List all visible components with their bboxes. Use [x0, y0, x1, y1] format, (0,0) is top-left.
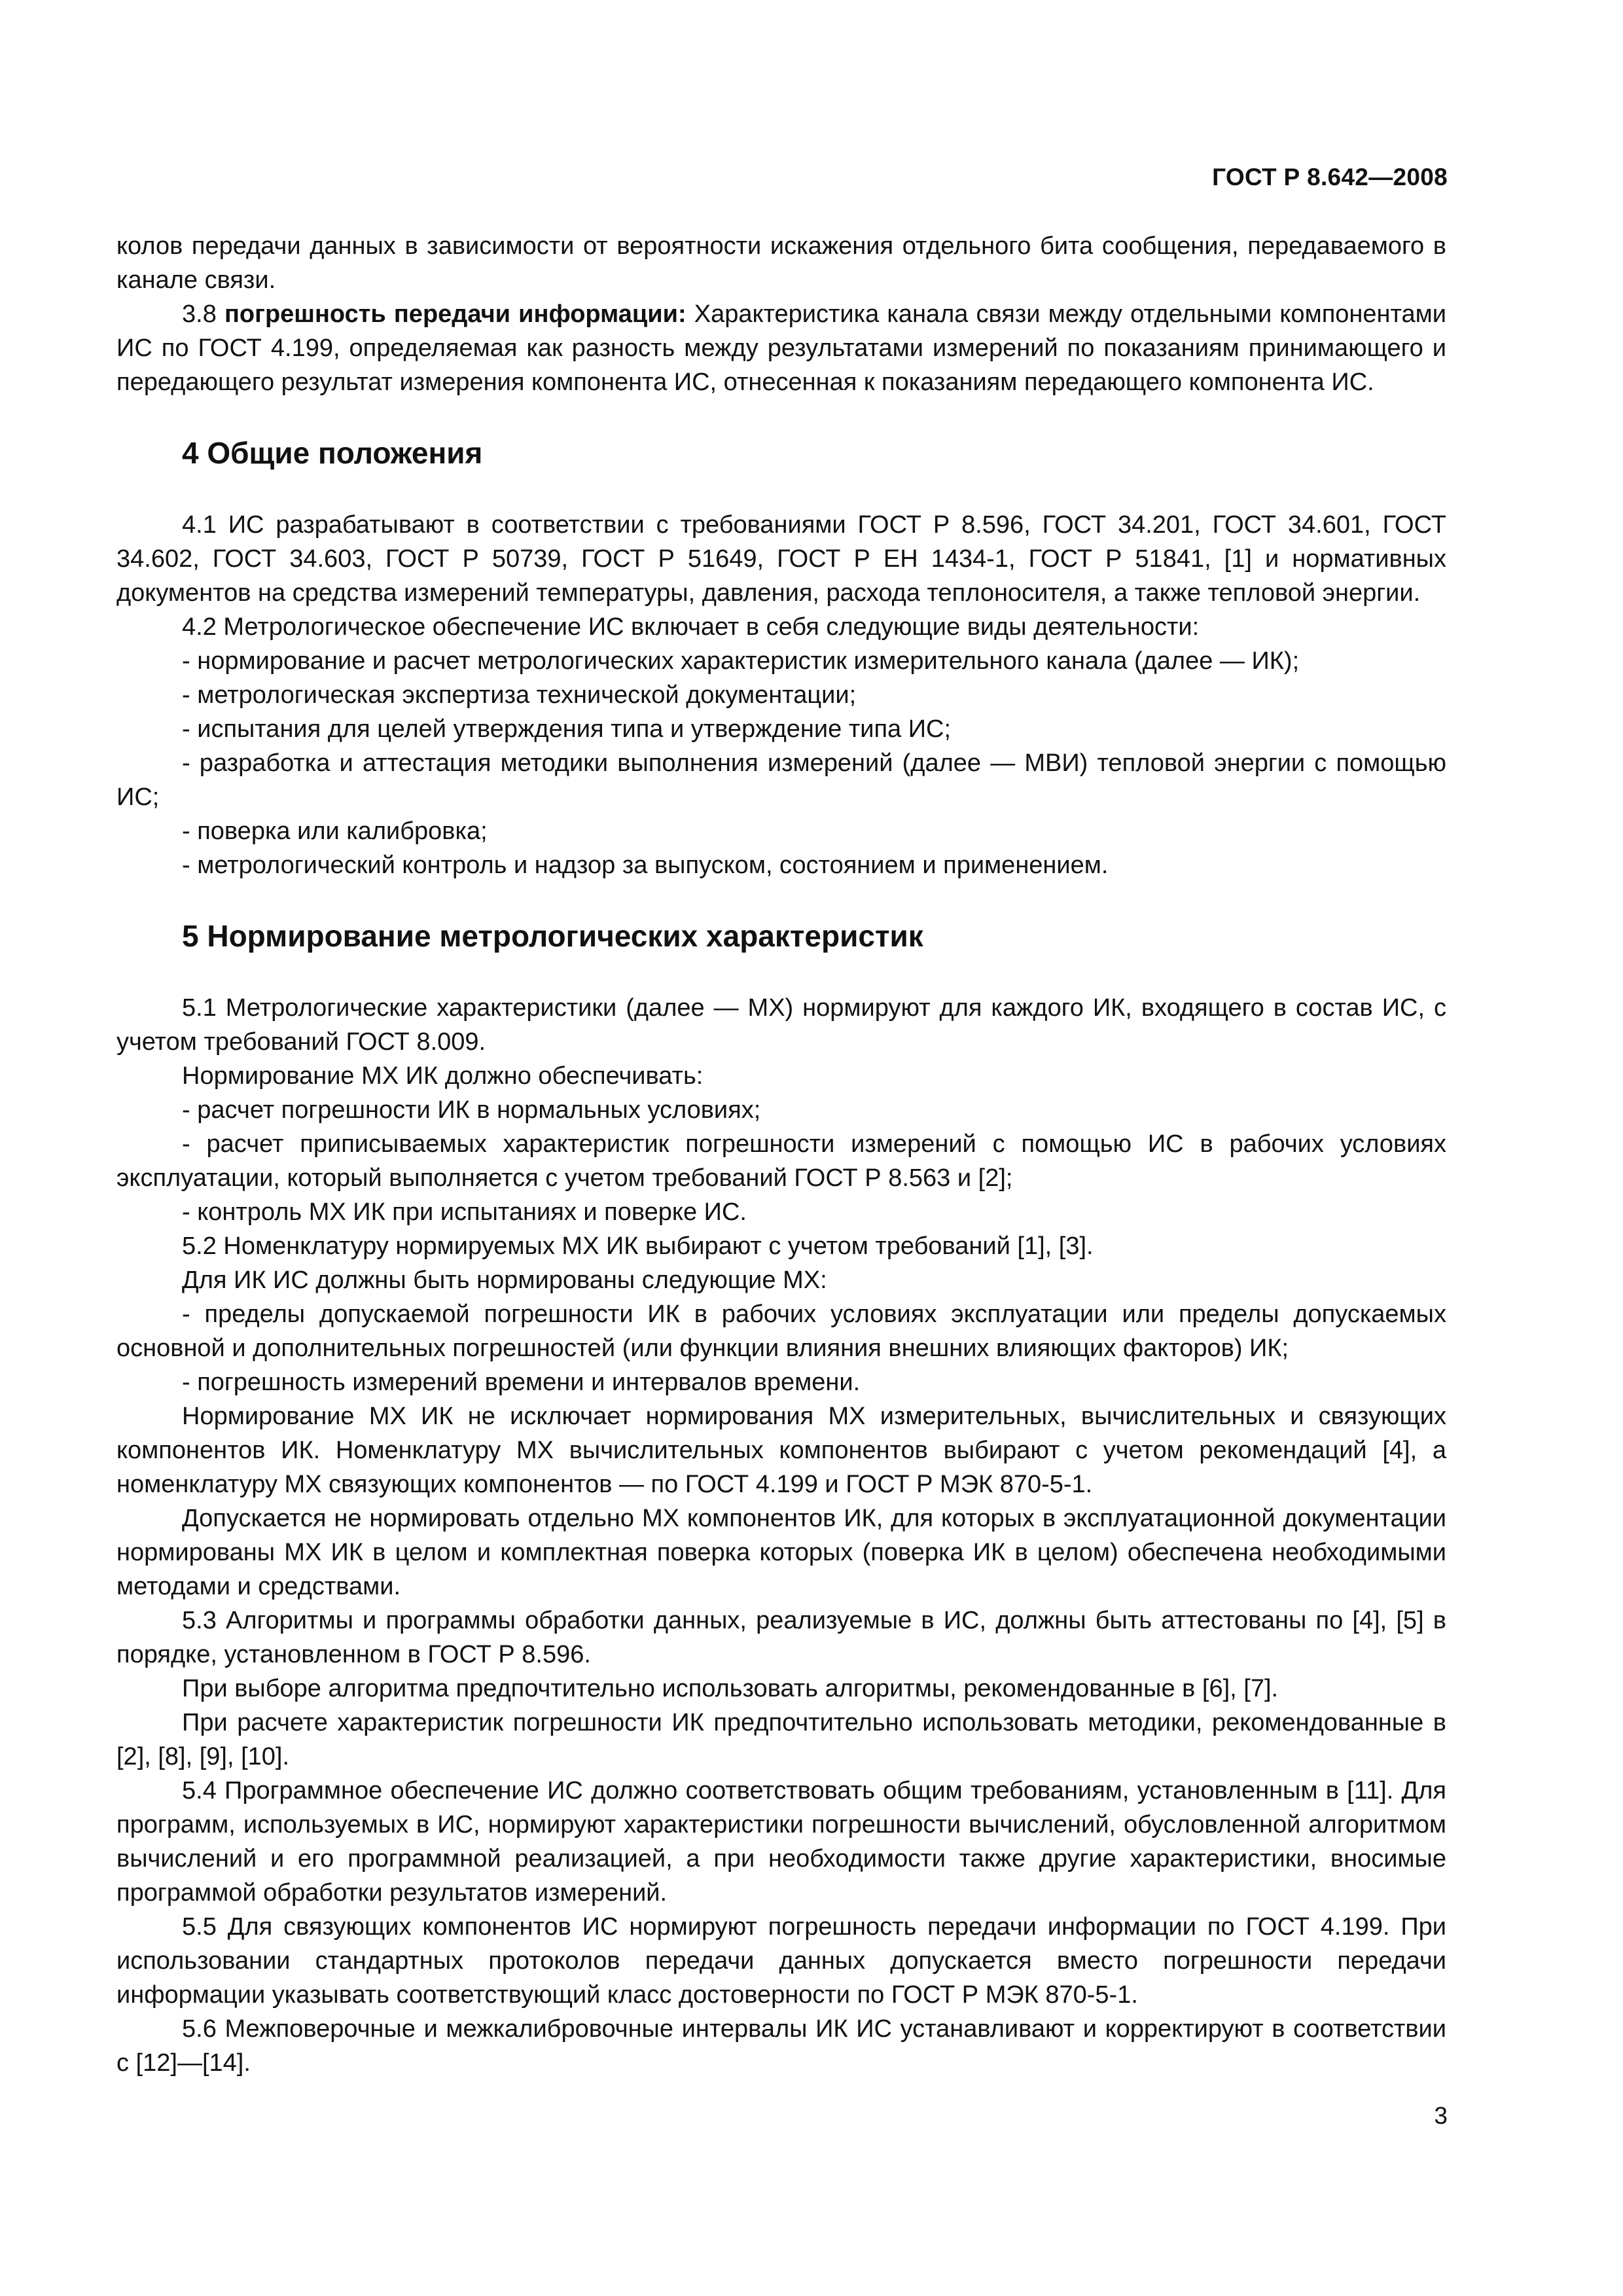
list-item: - расчет погрешности ИК в нормальных условиях;: [182, 1096, 761, 1124]
list-item: - метрологическая экспертиза технической документации;: [182, 681, 857, 709]
paragraph: Допускается не нормировать отдельно МХ компонентов ИК, для которых в эксплуатационной документации нормированы МХ ИК в целом и комплектная поверка которых (поверка ИК в целом) обеспечена необходимыми методами и средствами.: [116, 1505, 1446, 1600]
standard-code: ГОСТ Р 8.642—2008: [1212, 164, 1448, 190]
paragraph-5-1: 5.1 Метрологические характеристики (далее — МХ) нормируют для каждого ИК, входящего в состав ИС, с учетом требований ГОСТ 8.009.: [116, 994, 1446, 1056]
paragraph-continuation: колов передачи данных в зависимости от вероятности искажения отдельного бита сообщения, передаваемого в канале связи.: [116, 232, 1446, 294]
paragraph: Для ИК ИС должны быть нормированы следующие МХ:: [182, 1266, 827, 1294]
list-item: - пределы допускаемой погрешности ИК в рабочих условиях эксплуатации или пределы допускаемых основной и дополнительных погрешностей (или функции влияния внешних влияющих факторов) ИК;: [116, 1300, 1446, 1362]
paragraph-5-2: 5.2 Номенклатуру нормируемых МХ ИК выбирают с учетом требований [1], [3].: [182, 1232, 1094, 1260]
definition-3-8: [116, 297, 1446, 399]
paragraph-4-1: 4.1 ИС разрабатывают в соответствии с требованиями ГОСТ Р 8.596, ГОСТ 34.201, ГОСТ 34.601, ГОСТ 34.602, ГОСТ 34.603, ГОСТ Р 50739, ГОСТ Р 51649, ГОСТ Р ЕН 1434-1, ГОСТ Р 51841, [1] и нормативных документов на средства измерений температуры, давления, расхода теплоносителя, а также тепловой энергии.: [116, 511, 1446, 607]
paragraph-5-4: 5.4 Программное обеспечение ИС должно соответствовать общим требованиям, установленным в [11]. Для программ, используемых в ИС, нормируют характеристики погрешности вычислений, обусловленной алгоритмом вычислений и его программной реализацией, а при необходимости также другие характеристики, вносимые программой обработки результатов измерений.: [116, 1777, 1446, 1907]
section-heading-4: 4 Общие положения: [182, 436, 483, 470]
paragraph-5-3: 5.3 Алгоритмы и программы обработки данных, реализуемые в ИС, должны быть аттестованы по [4], [5] в порядке, установленном в ГОСТ Р 8.596.: [116, 1607, 1446, 1668]
item-number: 3.8: [182, 300, 217, 328]
list-item: - разработка и аттестация методики выполнения измерений (далее — МВИ) тепловой энергии с помощью ИС;: [116, 749, 1446, 811]
paragraph-5-5: 5.5 Для связующих компонентов ИС нормируют погрешность передачи информации по ГОСТ 4.199. При использовании стандартных протоколов передачи данных допускается вместо погрешности передачи информации указывать соответствующий класс достоверности по ГОСТ Р МЭК 870-5-1.: [116, 1913, 1446, 2009]
paragraph: Нормирование МХ ИК не исключает нормирования МХ измерительных, вычислительных и связующих компонентов ИК. Номенклатуру МХ вычислительных компонентов выбирают с учетом рекомендаций [4], а номенклатуру МХ связующих компонентов — по ГОСТ 4.199 и ГОСТ Р МЭК 870-5-1.: [116, 1403, 1446, 1498]
paragraph: При расчете характеристик погрешности ИК предпочтительно использовать методики, рекомендованные в [2], [8], [9], [10].: [116, 1709, 1446, 1770]
definition-text: Характеристика канала связи между отдельными компонентами ИС по ГОСТ 4.199, определяемая как разность между результатами измерений по показаниям принимающего и передающего результат измерения компонента ИС, отнесенная к показаниям передающего компонента ИС.: [116, 300, 1446, 396]
paragraph: При выборе алгоритма предпочтительно использовать алгоритмы, рекомендованные в [6], [7].: [182, 1675, 1279, 1702]
list-item: - нормирование и расчет метрологических характеристик измерительного канала (далее — ИК);: [182, 647, 1300, 675]
section-heading-5: 5 Нормирование метрологических характеристик: [182, 919, 923, 953]
list-item: - расчет приписываемых характеристик погрешности измерений с помощью ИС в рабочих условиях эксплуатации, который выполняется с учетом требований ГОСТ Р 8.563 и [2];: [116, 1130, 1446, 1192]
list-item: - испытания для целей утверждения типа и утверждение типа ИС;: [182, 715, 952, 743]
document-body: [116, 229, 1446, 2080]
list-item: - погрешность измерений времени и интервалов времени.: [182, 1369, 861, 1396]
defined-term: погрешность передачи информации:: [224, 300, 687, 328]
paragraph: Нормирование МХ ИК должно обеспечивать:: [182, 1062, 704, 1090]
list-item: - поверка или калибровка;: [182, 817, 488, 845]
paragraph-5-6: 5.6 Межповерочные и межкалибровочные интервалы ИК ИС устанавливают и корректируют в соответствии с [12]—[14].: [116, 2015, 1446, 2077]
list-item: - контроль МХ ИК при испытаниях и поверке ИС.: [182, 1198, 747, 1226]
list-item: - метрологический контроль и надзор за выпуском, состоянием и применением.: [182, 852, 1109, 879]
paragraph-4-2: 4.2 Метрологическое обеспечение ИС включает в себя следующие виды деятельности:: [182, 613, 1200, 641]
page-number: 3: [1434, 2102, 1448, 2129]
